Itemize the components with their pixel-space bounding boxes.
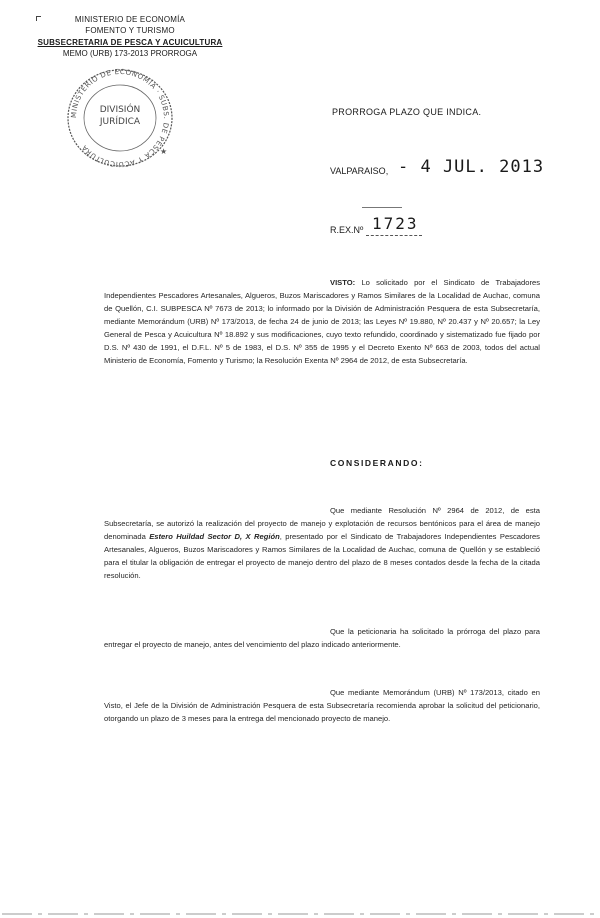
considerando-p2: Que la peticionaria ha solicitado la prórroga del plazo para entregar el proyecto de manejo, antes del vencimiento del plazo indicado anteriormente. bbox=[104, 627, 540, 649]
considerando-p1-a: Que mediante Resolución Nº 2964 de 2012, de esta Subsecretaría, se autorizó la realización del proyecto de manejo y explotación de recursos bentónicos para el área de manejo denominada bbox=[104, 506, 540, 541]
considerando-p3: Que mediante Memorándum (URB) Nº 173/2013, citado en Visto, el Jefe de la División de Administración Pesquera de esta Subsecretaría recomienda aprobar la solicitud del peticionario, otorgando un plazo de 3 meses para la entrega del mencionado proyecto de manejo. bbox=[104, 688, 540, 723]
document-date: - 4 JUL. 2013 bbox=[398, 157, 545, 177]
stamp-line-1: DIVISIÓN bbox=[99, 105, 141, 115]
considerando-heading: CONSIDERANDO: bbox=[330, 458, 424, 468]
visto-label: VISTO: bbox=[330, 278, 356, 287]
resolution-label: R.EX.Nº bbox=[330, 225, 364, 235]
visto-paragraph bbox=[104, 276, 540, 367]
star-icon: ★ bbox=[160, 147, 168, 156]
ministry-name: MINISTERIO DE ECONOMÍA bbox=[74, 15, 186, 24]
ministry-name-2: FOMENTO Y TURISMO bbox=[85, 26, 175, 35]
resolution-underline bbox=[366, 235, 422, 236]
area-name: Estero Huildad Sector D, X Región bbox=[149, 532, 280, 541]
small-rule bbox=[362, 207, 402, 208]
stamp-ring-text: MINISTERIO DE ECONOMÍA · SUBS. DE PESCA Y ACUICULTURA bbox=[69, 67, 171, 169]
considerando-paragraph-2 bbox=[104, 625, 540, 651]
considerando-paragraph-1 bbox=[104, 504, 540, 582]
considerando-p1-c: , presentado por el Sindicato de Trabajadores Independientes Pescadores Artesanales, Algueros, Buzos Mariscadores y Ramos Similares de la Localidad de Auchac, comuna de Quellón y se estableció para el titular la obligación de entregar el proyecto de manejo dentro del plazo de 8 meses contados desde la fecha de la citada resolución. bbox=[104, 532, 540, 580]
stamp-line-2: JURÍDICA bbox=[99, 117, 141, 127]
visto-text: Lo solicitado por el Sindicato de Trabajadores Independientes Pescadores Artesanales, Algueros, Buzos Mariscadores y Ramos Similares de la Localidad de Auchac, comuna de Quellón, C.I. SUBPESCA Nº 7673 de 2013; lo informado por la División de Administración Pesquera de esta Subsecretaría, mediante Memorándum (URB) Nº 173/2013, de fecha 24 de junio de 2013; las Leyes Nº 19.880, Nº 20.437 y Nº 20.657; la Ley General de Pesca y Acuicultura Nº 18.892 y sus modificaciones, cuyo texto refundido, coordinado y sistematizado fue fijado por D.S. Nº 430 de 1991, el D.F.L. Nº 5 de 1983, el D.S. Nº 355 de 1995 y el Decreto Exento Nº 663 de 2003, todos del actual Ministerio de Economía, Fomento y Turismo; la Resolución Exenta Nº 2964 de 2012, de esta Subsecretaría. bbox=[104, 278, 540, 365]
subsecretaria-name: SUBSECRETARIA DE PESCA Y ACUICULTURA bbox=[37, 38, 223, 47]
place-city: VALPARAISO, bbox=[330, 166, 389, 176]
division-juridica-stamp bbox=[58, 66, 182, 170]
considerando-paragraph-3 bbox=[104, 686, 540, 725]
scan-edge-marks bbox=[0, 912, 600, 916]
resolution-number: 1723 bbox=[372, 214, 419, 233]
memo-reference: MEMO (URB) 173-2013 PRORROGA bbox=[62, 49, 198, 58]
subject-line: PRORROGA PLAZO QUE INDICA. bbox=[332, 107, 482, 117]
